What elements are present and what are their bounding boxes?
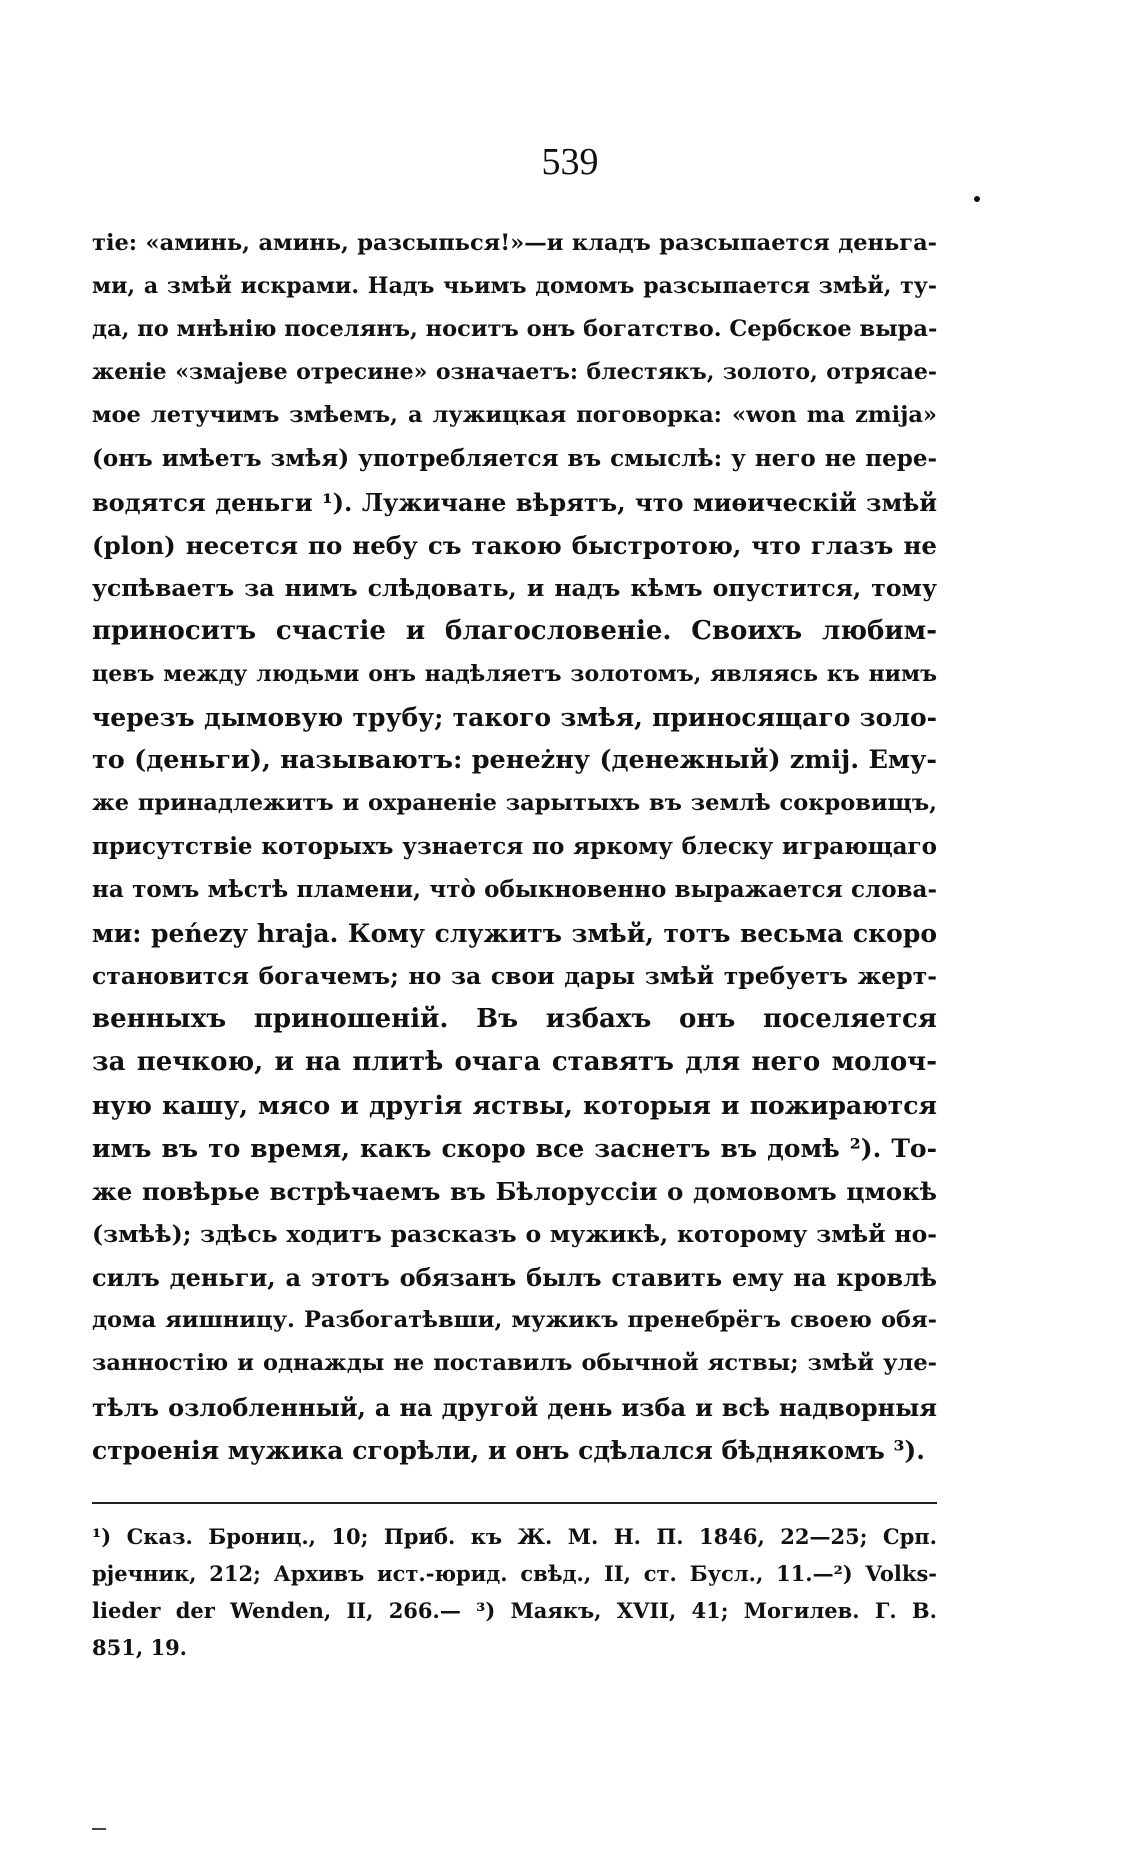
body-line: приноситъ счастіе и благословеніе. Своихъ любим- [92, 615, 937, 646]
footnotes [92, 1518, 937, 1666]
page-number: 539 [541, 141, 599, 183]
body-text [92, 222, 937, 1472]
body-line: присутствіе которыхъ узнается по яркому блеску играющаго [92, 833, 937, 861]
page-edge-mark [92, 1828, 106, 1830]
body-line: (змѣѣ); здѣсь ходитъ разсказъ о мужикѣ, которому змѣй но- [92, 1220, 937, 1249]
body-line: тіе: «аминь, аминь, разсыпься!»—и кладъ разсыпается деньга- [92, 230, 937, 256]
body-line: же повѣрье встрѣчаемъ въ Бѣлоруссіи о домовомъ цмокѣ [92, 1177, 937, 1207]
body-line: женіе «змајеве отресине» означаетъ: блестякъ, золото, отрясае- [92, 359, 937, 386]
body-line: занностію и однажды не поставилъ обычной яствы; змѣй уле- [92, 1350, 937, 1377]
body-line: тѣлъ озлобленный, а на другой день изба и всѣ надворныя [92, 1392, 937, 1422]
body-line: на томъ мѣстѣ пламени, что̀ обыкновенно выражается слова- [92, 876, 937, 904]
body-line: же принадлежитъ и охраненіе зарытыхъ въ землѣ сокровищъ, [92, 790, 937, 817]
body-line: да, по мнѣнію поселянъ, носитъ онъ богатство. Сербское выра- [92, 316, 938, 343]
body-line: успѣваетъ за нимъ слѣдовать, и надъ кѣмъ опустится, тому [92, 573, 937, 602]
body-line: венныхъ приношеній. Въ избахъ онъ поселяется [92, 1003, 937, 1034]
body-line: за печкою, и на плитѣ очага ставятъ для него молоч- [92, 1046, 937, 1077]
body-line: то (деньги), называютъ: pенеżну (денежный) zmij. Ему- [92, 745, 937, 776]
body-line: ми: peńezy hraja. Кому служитъ змѣй, тотъ весьма скоро [92, 918, 937, 948]
body-line: строенія мужика сгорѣли, и онъ сдѣлался бѣднякомъ ³). [92, 1435, 925, 1465]
footnote-line: рјечник, 212; Архивъ ист.-юрид. свѣд., II, ст. Бусл., 11.—²) Volks- [92, 1561, 937, 1586]
body-line: (онъ имѣетъ змѣя) употребляется въ смыслѣ: у него не пере- [92, 445, 937, 473]
body-line: черезъ дымовую трубу; такого змѣя, приносящаго золо- [92, 703, 937, 733]
body-line: (plon) несется по небу съ такою быстротою, что глазъ не [92, 530, 937, 560]
footnote-line: 851, 19. [92, 1635, 187, 1660]
ink-speck [974, 196, 980, 202]
body-line: водятся деньги ¹). Лужичане вѣрятъ, что миѳическій змѣй [92, 487, 937, 517]
footnote-line: lieder der Wenden, II, 266.— ³) Маякъ, XVII, 41; Могилев. Г. В. [92, 1598, 937, 1623]
body-line: имъ въ то время, какъ скоро все заснетъ въ домѣ ²). То- [92, 1133, 937, 1163]
body-line: мое летучимъ змѣемъ, а лужицкая поговорка: «won ma zmija» [92, 402, 937, 429]
footnote-line: ¹) Сказ. Брониц., 10; Приб. къ Ж. М. Н. П. 1846, 22—25; Срп. [92, 1524, 937, 1549]
body-line: становится богачемъ; но за свои дары змѣй требуетъ жерт- [92, 961, 937, 990]
body-line: дома яишницу. Разбогатѣвши, мужикъ пренебрёгъ своею обя- [92, 1307, 937, 1334]
body-line: ную кашу, мясо и другія яствы, которыя и пожираются [92, 1090, 937, 1120]
footnote-rule [92, 1502, 937, 1504]
body-line: силъ деньги, а этотъ обязанъ былъ ставить ему на кровлѣ [92, 1263, 937, 1293]
body-line: ми, а змѣй искрами. Надъ чьимъ домомъ разсыпается змѣй, ту- [92, 273, 937, 300]
body-line: цевъ между людьми онъ надѣляетъ золотомъ, являясь къ нимъ [92, 660, 937, 687]
